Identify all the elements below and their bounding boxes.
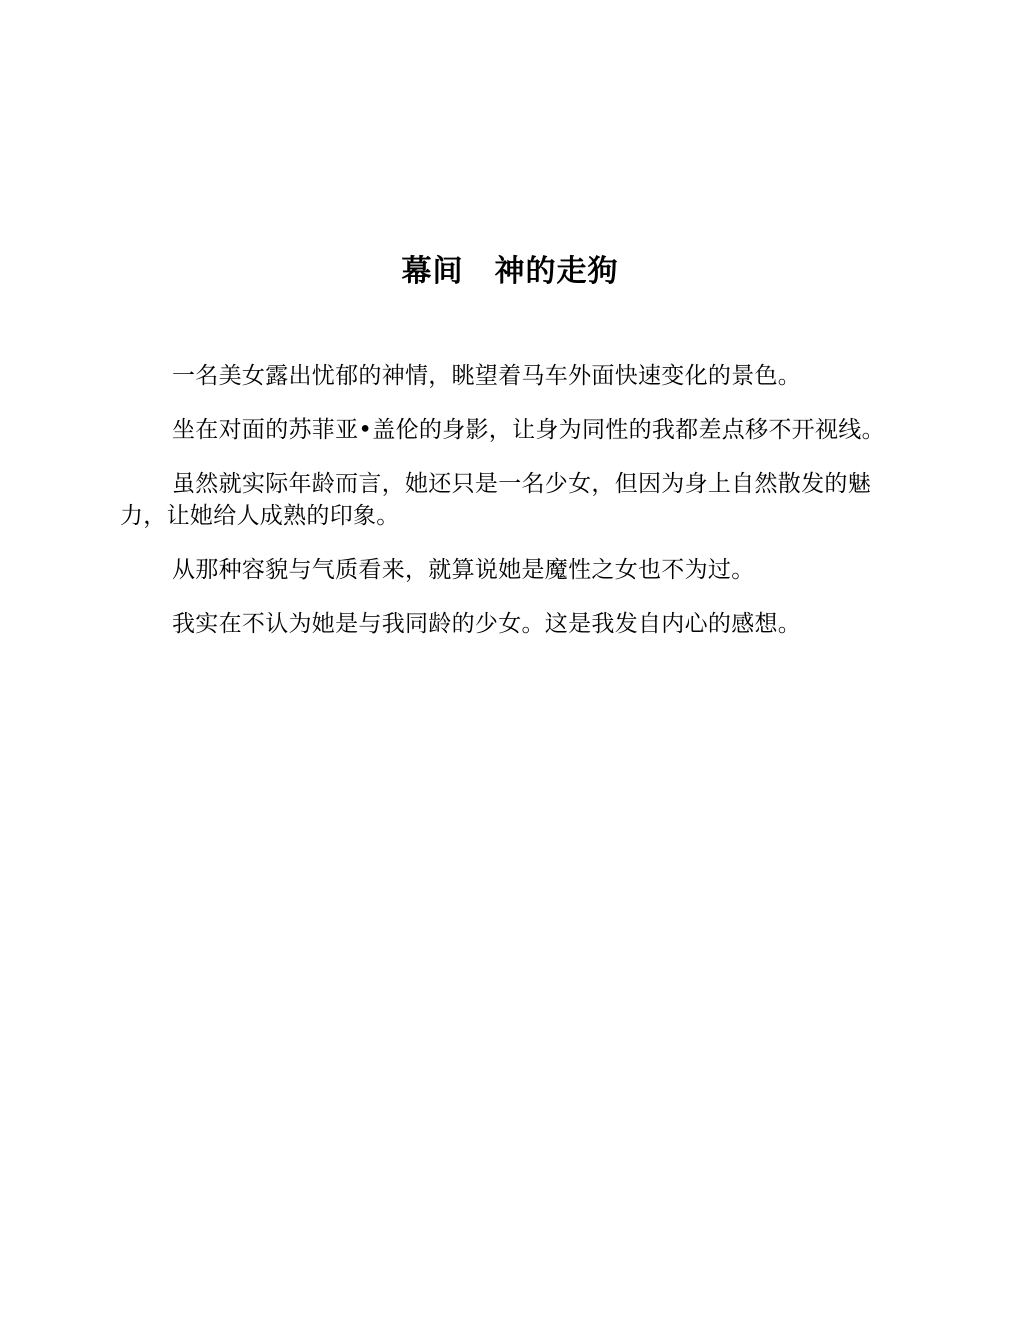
paragraph: 坐在对面的苏菲亚•盖伦的身影，让身为同性的我都差点移不开视线。	[172, 417, 885, 443]
body-text	[120, 360, 900, 662]
paragraph: 从那种容貌与气质看来，就算说她是魔性之女也不为过。	[172, 557, 755, 583]
paragraph: 我实在不认为她是与我同龄的少女。这是我发自内心的感想。	[172, 611, 802, 637]
chapter-title: 幕间 神的走狗	[401, 254, 619, 290]
paragraph: 虽然就实际年龄而言，她还只是一名少女，但因为身上自然散发的魅力，让她给人成熟的印象。	[120, 471, 871, 529]
paragraph: 一名美女露出忧郁的神情，眺望着马车外面快速变化的景色。	[172, 363, 802, 389]
